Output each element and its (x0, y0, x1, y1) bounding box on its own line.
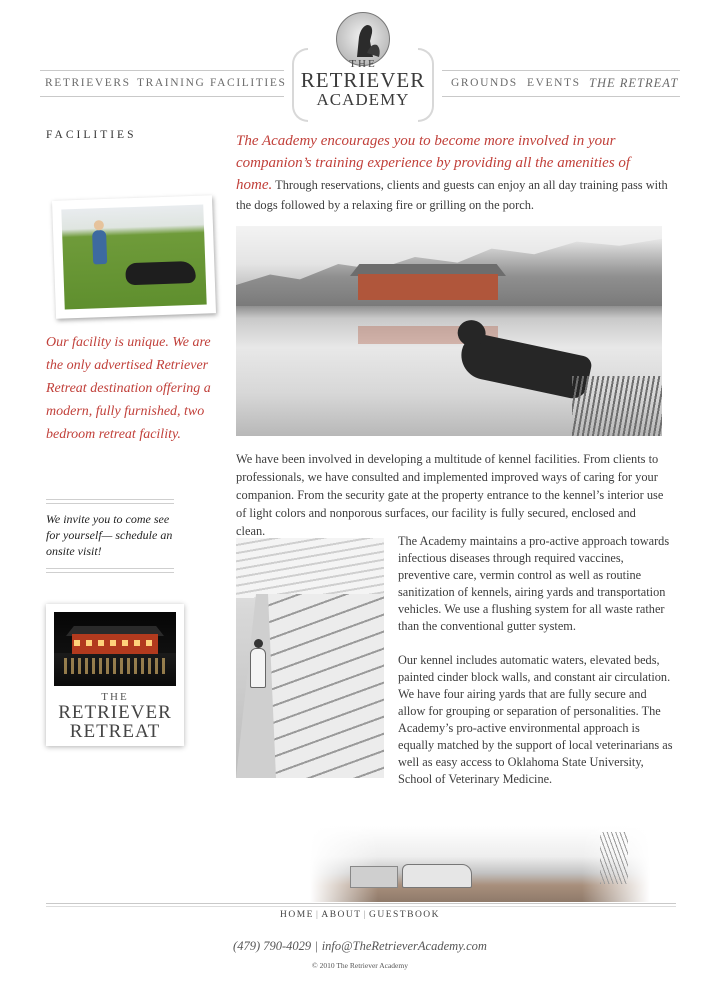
puppies-figure (125, 261, 196, 285)
retriever-retreat-promo[interactable] (46, 604, 184, 746)
footer-link-guestbook[interactable]: GUESTBOOK (369, 910, 441, 920)
intro-body: Through reservations, clients and guests can enjoy an all day training pass with the dogs followed by a relaxing fire or grilling on the porch. (236, 178, 668, 212)
retreat-night-photo (54, 612, 176, 686)
person-with-dog-figure (250, 648, 266, 688)
truck-figure (402, 864, 472, 888)
promo-retriever: RETRIEVER (58, 702, 172, 723)
nav-rule-top-left (40, 70, 284, 71)
phone-number[interactable]: (479) 790-4029 (233, 939, 312, 953)
intro-paragraph (236, 130, 668, 215)
footer-nav (0, 910, 720, 920)
contact-info (0, 939, 720, 954)
divider (46, 572, 174, 573)
intro-highlight: The Academy encourages you to become more involved in your companion’s training experience by providing all the amenities of home. (236, 133, 631, 193)
footer-link-about[interactable]: ABOUT (321, 910, 362, 920)
nav-events[interactable]: EVENTS (527, 77, 581, 89)
nav-facilities[interactable]: FACILITIES (210, 77, 287, 89)
kennel-details (398, 533, 676, 788)
divider (46, 503, 174, 504)
nav-retrievers[interactable]: RETRIEVERS (45, 77, 131, 89)
visit-invite-text: We invite you to come see for yourself— schedule an onsite visit! (46, 512, 173, 558)
copyright: © 2010 The Retriever Academy (312, 961, 408, 970)
logo-the: THE (349, 58, 377, 70)
nav-rule-bottom-right (442, 96, 680, 97)
nav-grounds[interactable]: GROUNDS (451, 77, 518, 89)
email-link[interactable]: info@TheRetrieverAcademy.com (321, 939, 487, 953)
page-title: FACILITIES (46, 129, 137, 141)
footer-separator: | (315, 910, 320, 920)
child-figure (92, 230, 107, 264)
kennel-features-paragraph: Our kennel includes automatic waters, elevated beds, painted cinder block walls, and constant air circulation. We have four airing yards that are fully secure and allow for grouping or separation of personalities. The Academy’s pro-active environmental approach is equally matched by the support of local veterinarians as well as easy access to Oklahoma State University, School of Veterinary Medicine. (398, 653, 673, 786)
logo-retriever: RETRIEVER (300, 68, 426, 92)
disease-prevention-paragraph: The Academy maintains a pro-active approach towards infectious diseases through required vaccines, preventive care, vermin control as well as routine sanitization of kennels, airing yards and transportation vehicles. We use a flushing system for all waste rather than the conventional gutter system. (398, 534, 670, 633)
contact-separator: | (315, 939, 318, 953)
footer-link-home[interactable]: HOME (279, 910, 314, 920)
divider (46, 568, 174, 569)
child-with-puppies-photo (52, 195, 216, 319)
kennel-interior-photo (236, 538, 384, 778)
promo-the: THE (101, 691, 129, 703)
truck-field-photo (310, 826, 650, 902)
nav-training[interactable]: TRAINING (137, 77, 206, 89)
dog-jumping-lake-photo (236, 226, 662, 436)
academy-logo[interactable] (292, 8, 434, 126)
kennel-development-paragraph: We have been involved in developing a multitude of kennel facilities. From clients to professionals, we have consulted and implemented improved ways of caring for your companion. From the security gate at the property entrance to the kennel’s interior use of light colors and nonporous surfaces, our facility is fully secured, enclosed and clean. (236, 452, 664, 538)
divider (46, 499, 174, 500)
facility-unique-callout: Our facility is unique. We are the only advertised Retriever Retreat destination offering a modern, fully furnished, two bedroom retreat facility. (46, 335, 211, 442)
nav-rule-bottom-left (40, 96, 284, 97)
nav-rule-top-right (442, 70, 680, 71)
promo-retreat: RETREAT (69, 721, 161, 742)
footer-divider (46, 903, 676, 904)
footer-separator: | (363, 910, 367, 920)
footer-divider (46, 906, 676, 907)
logo-academy: ACADEMY (316, 90, 410, 109)
nav-the-retreat[interactable]: THE RETREAT (589, 76, 679, 90)
